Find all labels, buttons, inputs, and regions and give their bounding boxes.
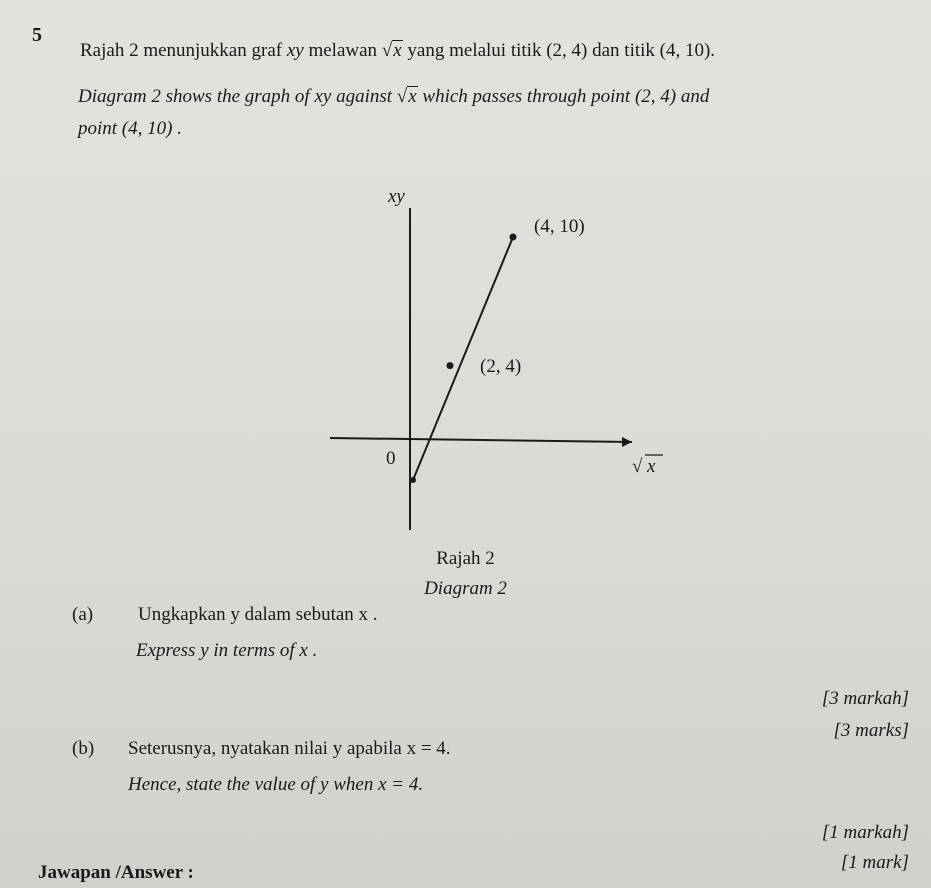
part-a-marks-english: [3 marks] <box>833 720 909 741</box>
point-a-label: (4, 10) <box>534 216 585 237</box>
point-b-marker <box>447 362 454 369</box>
question-number: 5 <box>32 24 42 46</box>
part-a-english: Express y in terms of x . <box>136 640 318 661</box>
caption-english: Diagram 2 <box>424 578 507 599</box>
point-b-label: (2, 4) <box>480 356 522 377</box>
part-a-malay: Ungkapkan y dalam sebutan x . <box>138 604 378 625</box>
part-b-label: (b) <box>72 738 95 759</box>
y-axis-label: xy <box>388 186 405 207</box>
x-axis-label-root: √ <box>632 456 643 477</box>
part-b-marks-malay: [1 markah] <box>821 822 909 843</box>
caption-malay: Rajah 2 <box>436 548 495 569</box>
part-a-label: (a) <box>72 604 94 625</box>
x-axis-arrow-icon <box>622 437 632 447</box>
question-text-malay: Rajah 2 menunjukkan graf xy melawan √x yang melalui titik (2, 4) dan titik (4, 10). <box>80 40 716 61</box>
question-text-english: Diagram 2 shows the graph of xy against √x which passes through point (2, 4) and <box>78 86 710 107</box>
x-axis-label: x <box>647 456 656 477</box>
answer-label: Jawapan /Answer : <box>38 862 194 883</box>
point-a-marker <box>510 234 517 241</box>
question-text-english-line2: point (4, 10) . <box>78 118 182 139</box>
graph-diagram <box>320 180 700 540</box>
graph-svg <box>320 180 700 540</box>
part-a-marks-malay: [3 markah] <box>821 688 909 709</box>
x-axis <box>330 438 632 442</box>
part-b-malay: Seterusnya, nyatakan nilai y apabila x = 4. <box>128 738 451 759</box>
origin-label: 0 <box>386 448 396 469</box>
part-b-english: Hence, state the value of y when x = 4. <box>128 774 424 795</box>
intercept-marker <box>410 477 416 483</box>
part-b-marks-english: [1 mark] <box>840 852 909 873</box>
